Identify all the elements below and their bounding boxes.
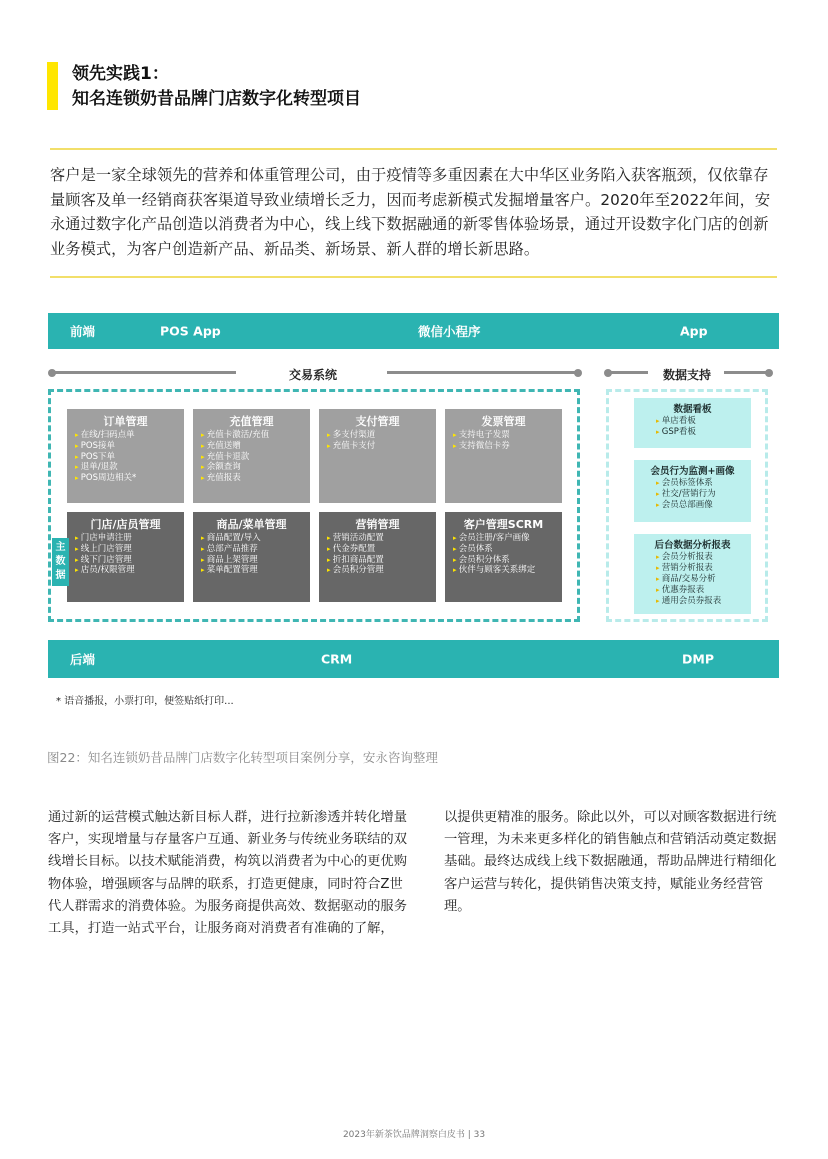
- module-product-menu: [193, 512, 310, 602]
- module-item: ▸ 会员积分管理: [327, 565, 436, 576]
- module-item: ▸ POS周边相关*: [75, 473, 184, 484]
- module-item: ▸ 退单/退款: [75, 462, 184, 473]
- title-accent-bar: [47, 62, 58, 110]
- line-dot: [574, 369, 582, 377]
- data-section-label: 数据支持: [663, 368, 712, 382]
- intro-paragraph: 客户是一家全球领先的营养和体重管理公司，由于疫情等多重因素在大中华区业务陷入获客瓶颈，仅依靠存量顾客及单一经销商获客渠道导致业绩增长乏力，因而考虑新模式发掘增量客户。2020年至2022年间，安永通过数字化产品创造以消费者为中心，线上线下数据融通的新零售体验场景，通过开设数字化门店的创新业务模式，为客户创造新产品、新品类、新场景、新人群的增长新思路。: [50, 166, 771, 258]
- module-item: ▸ 会员注册/客户画像: [453, 533, 562, 544]
- module-item: ▸ 店员/权限管理: [75, 565, 184, 576]
- section-line: [52, 371, 236, 374]
- section-line: [724, 371, 768, 374]
- frontend-item-pos: POS App: [160, 323, 221, 339]
- frontend-bar: [48, 313, 779, 349]
- title-line-1: 领先实践1：: [72, 64, 169, 84]
- trade-section-label: 交易系统: [289, 368, 338, 382]
- data-card-item: ▸ 会员总部画像: [656, 500, 751, 511]
- data-card-title: 会员行为监测+画像: [650, 466, 735, 477]
- module-item: ▸ 支持微信卡券: [453, 441, 562, 452]
- data-card-analytics-reports: [634, 534, 751, 614]
- diagram-footnote: * 语音播报，小票打印，便签贴纸打印...: [56, 696, 234, 707]
- module-item: ▸ 在线/扫码点单: [75, 430, 184, 441]
- data-card-item: ▸ 会员标签体系: [656, 478, 751, 489]
- backend-item-crm: CRM: [321, 651, 353, 667]
- module-title: 营销管理: [355, 518, 400, 531]
- divider-top: [50, 148, 777, 150]
- side-tag-char: 据: [55, 570, 66, 581]
- page-footer: 2023年新茶饮品牌洞察白皮书 | 33: [342, 1130, 486, 1140]
- module-item: ▸ 会员体系: [453, 544, 562, 555]
- module-item: ▸ 充值报表: [201, 473, 310, 484]
- frontend-item-miniprogram: 微信小程序: [418, 324, 481, 339]
- backend-label: 后端: [70, 652, 96, 667]
- module-title: 订单管理: [103, 415, 148, 428]
- module-title: 发票管理: [481, 415, 526, 428]
- section-line: [387, 371, 577, 374]
- section-line: [608, 371, 648, 374]
- data-card-item: ▸ GSP看板: [656, 427, 751, 438]
- title-line-2: 知名连锁奶昔品牌门店数字化转型项目: [72, 89, 361, 109]
- module-item: ▸ 会员积分体系: [453, 555, 562, 566]
- module-marketing: [319, 512, 436, 602]
- backend-bar: [48, 640, 779, 678]
- module-item: ▸ 商品上架管理: [201, 555, 310, 566]
- module-item: ▸ 线上门店管理: [75, 544, 184, 555]
- module-store-staff: [67, 512, 184, 602]
- data-card-title: 数据看板: [673, 404, 712, 415]
- data-card-item: ▸ 通用会员券报表: [656, 596, 751, 607]
- module-item: ▸ POS接单: [75, 441, 184, 452]
- module-item: ▸ 代金券配置: [327, 544, 436, 555]
- frontend-label: 前端: [70, 324, 96, 339]
- module-item: ▸ 线下门店管理: [75, 555, 184, 566]
- data-card-item: ▸ 社交/营销行为: [656, 489, 751, 500]
- data-card-dashboard: [634, 398, 751, 448]
- data-card-item: ▸ 营销分析报表: [656, 563, 751, 574]
- module-item: ▸ 支持电子发票: [453, 430, 562, 441]
- module-item: ▸ 门店申请注册: [75, 533, 184, 544]
- module-title: 商品/菜单管理: [216, 518, 287, 531]
- body-text-left: 通过新的运营模式触达新目标人群，进行拉新渗透并转化增量客户，实现增量与存量客户互通、新业务与传统业务联结的双线增长目标。以技术赋能消费，构筑以消费者为中心的更优购物体验，增强顾客与品牌的联系，打造更健康，同时符合Z世代人群需求的消费体验。为服务商提供高效、数据驱动的服务工具，打造一站式平台，让服务商对消费者有准确的了解，: [48, 810, 408, 937]
- module-item: ▸ 充值送赠: [201, 441, 310, 452]
- module-scrm: [445, 512, 562, 602]
- backend-item-dmp: DMP: [682, 651, 714, 667]
- module-title: 充值管理: [229, 415, 274, 428]
- frontend-item-app: App: [680, 323, 708, 339]
- module-item: ▸ 充值卡退款: [201, 452, 310, 463]
- module-item: ▸ 商品配置/导入: [201, 533, 310, 544]
- module-item: ▸ 伙伴与顾客关系绑定: [453, 565, 562, 576]
- module-recharge: [193, 409, 310, 503]
- module-item: ▸ 营销活动配置: [327, 533, 436, 544]
- module-title: 支付管理: [355, 415, 400, 428]
- data-card-item: ▸ 单店看板: [656, 416, 751, 427]
- page-title: [72, 62, 361, 112]
- data-card-item: ▸ 商品/交易分析: [656, 574, 751, 585]
- module-item: ▸ 总部产品推荐: [201, 544, 310, 555]
- body-text-right: 以提供更精准的服务。除此以外，可以对顾客数据进行统一管理，为未来更多样化的销售触点和营销活动奠定数据基础。最终达成线上线下数据融通，帮助品牌进行精细化客户运营与转化，提供销售决策支持，赋能业务经营管理。: [444, 810, 777, 914]
- module-order: [67, 409, 184, 503]
- module-invoice: [445, 409, 562, 503]
- figure-caption: 图22：知名连锁奶昔品牌门店数字化转型项目案例分享，安永咨询整理: [47, 750, 438, 765]
- side-tag-char: 主: [55, 542, 66, 553]
- data-card-item: ▸ 优惠券报表: [656, 585, 751, 596]
- module-item: ▸ 多支付渠道: [327, 430, 436, 441]
- data-card-member-behavior: [634, 460, 751, 522]
- module-item: ▸ 充值卡支付: [327, 441, 436, 452]
- data-card-item: ▸ 会员分析报表: [656, 552, 751, 563]
- module-item: ▸ 充值卡激活/充值: [201, 430, 310, 441]
- side-tag-char: 数: [55, 556, 66, 567]
- master-data-tag: [52, 538, 69, 586]
- module-item: ▸ 折扣商品配置: [327, 555, 436, 566]
- data-card-title: 后台数据分析报表: [654, 540, 731, 551]
- module-item: ▸ POS下单: [75, 452, 184, 463]
- module-title: 门店/店员管理: [90, 518, 161, 531]
- line-dot: [765, 369, 773, 377]
- divider-bottom: [50, 276, 777, 278]
- module-title: 客户管理SCRM: [463, 518, 544, 531]
- module-item: ▸ 菜单配置管理: [201, 565, 310, 576]
- module-payment: [319, 409, 436, 503]
- module-item: ▸ 余额查询: [201, 462, 310, 473]
